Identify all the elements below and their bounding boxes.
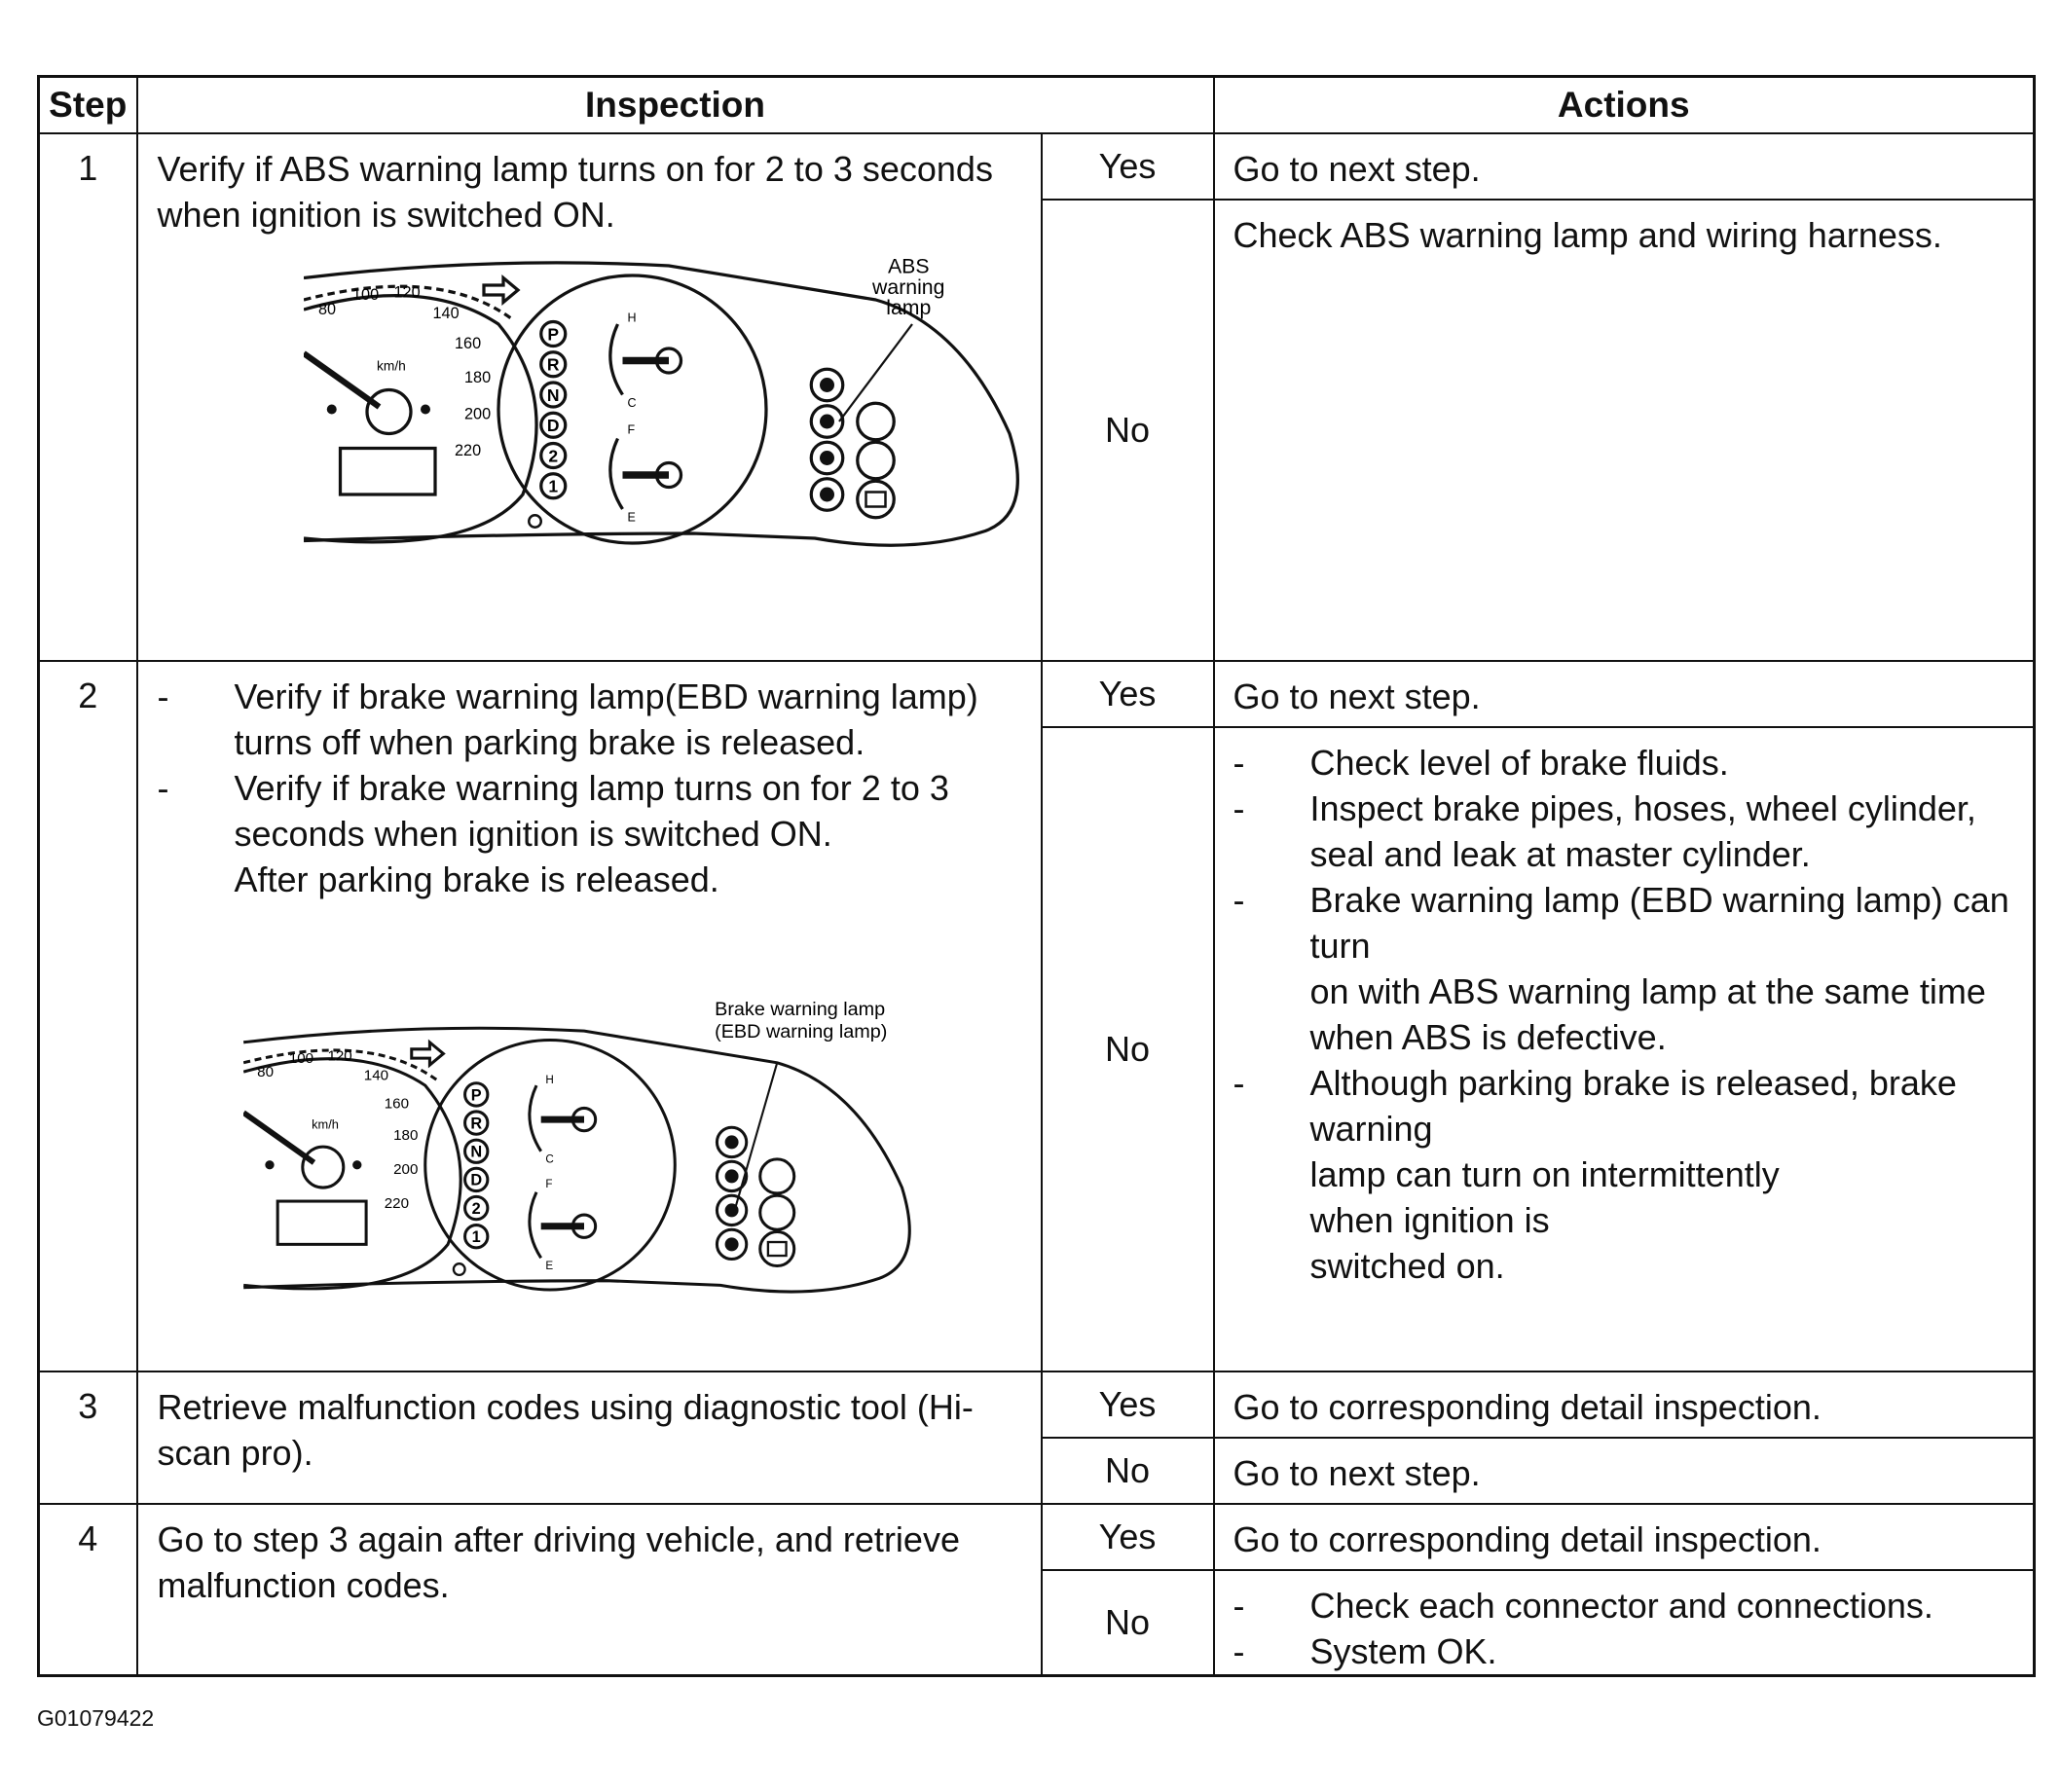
gauge-mark: E — [627, 510, 636, 525]
speedometer-dial — [243, 1059, 460, 1289]
warning-lamp-slot — [857, 442, 894, 479]
yes-label: Yes — [1042, 1504, 1214, 1570]
list-item: - Verify if brake warning lamp(EBD warning lamp) turns off when parking brake is released. — [158, 674, 1021, 765]
step-number: 1 — [39, 133, 137, 661]
indicator-dot — [453, 1263, 464, 1275]
temp-gauge-arc — [529, 1085, 540, 1152]
yes-action: Go to next step. — [1214, 661, 2035, 727]
gauge-mark: F — [544, 1178, 552, 1191]
header-row — [39, 77, 2035, 134]
no-label: No — [1042, 727, 1214, 1371]
gear-label: D — [469, 1171, 482, 1189]
battery-lamp — [865, 493, 885, 507]
line: lamp can turn on intermittently — [1309, 1154, 1780, 1194]
oil-lamp-symbol — [820, 488, 834, 502]
indicator-dot — [352, 1160, 361, 1169]
inspection-text: Verify if ABS warning lamp turns on for 2 to 3 seconds when ignition is switched ON. — [157, 149, 993, 235]
speed-tick-label: 220 — [384, 1195, 409, 1213]
image-id: G01079422 — [37, 1705, 155, 1731]
no-label: No — [1042, 1570, 1214, 1676]
speed-unit-label: km/h — [376, 358, 406, 374]
inspection-cell — [137, 661, 1042, 1371]
speedometer-hub — [367, 390, 411, 434]
list-item: - Check each connector and connections. — [1233, 1583, 2022, 1628]
step-number: 2 — [39, 661, 137, 1371]
battery-lamp — [767, 1242, 786, 1256]
line: switched on. — [1309, 1246, 1505, 1286]
speed-needle — [243, 1113, 313, 1162]
gauge-mark: C — [627, 396, 637, 410]
abs-warning-lamp-label: ABS — [887, 254, 930, 278]
indicator-dot — [421, 405, 430, 415]
speed-needle — [304, 353, 380, 407]
instrument-cluster-figure — [304, 251, 1034, 572]
seatbelt-lamp-symbol — [820, 378, 834, 392]
speed-tick-label: 120 — [326, 1047, 352, 1065]
speed-tick-label: 160 — [384, 1095, 409, 1113]
yes-action: Go to corresponding detail inspection. — [1214, 1504, 2035, 1570]
abs-warning-lamp-label: warning — [871, 274, 944, 299]
gear-label: R — [546, 354, 560, 375]
no-action: Check ABS warning lamp and wiring harness. — [1214, 200, 2035, 661]
speed-tick-label: 80 — [317, 301, 336, 318]
gear-label: N — [469, 1143, 482, 1161]
header-inspection: Inspection — [137, 77, 1214, 134]
no-actions — [1214, 727, 2035, 1371]
cluster-drawing — [304, 255, 1017, 546]
gear-label: R — [469, 1115, 482, 1133]
speed-tick-label: 180 — [463, 369, 491, 386]
yes-label: Yes — [1042, 133, 1214, 200]
inspection-cell — [137, 133, 1042, 661]
inspection-table — [37, 75, 2036, 1677]
inspection-text: Retrieve malfunction codes using diagnostic tool (Hi-scan pro). — [137, 1371, 1042, 1504]
gauge-mark: H — [544, 1073, 554, 1086]
table-row — [39, 1371, 2035, 1438]
fuel-gauge-arc — [609, 439, 622, 510]
abs-warning-lamp-label: lamp — [885, 296, 931, 319]
line: - Although parking brake is released, brake warning — [1309, 1063, 1957, 1149]
abs-lamp-symbol — [724, 1169, 738, 1183]
list-item: - Verify if brake warning lamp turns on for 2 to 3 seconds when ignition is switched ON. — [158, 765, 1021, 857]
warning-lamp-slot — [759, 1195, 793, 1229]
oil-lamp-symbol — [724, 1237, 738, 1251]
gauge-mark: H — [627, 311, 637, 325]
callout-leader — [839, 324, 912, 421]
step-number: 4 — [39, 1504, 137, 1676]
table-row — [39, 1504, 2035, 1570]
yes-action: Go to next step. — [1214, 133, 2035, 200]
callout-leader — [733, 1063, 776, 1213]
list-item — [1233, 1060, 2022, 1289]
speed-tick-label: 100 — [288, 1049, 313, 1067]
brake-warning-lamp-label: Brake warning lamp — [714, 998, 885, 1020]
line: when ignition is — [1309, 1200, 1550, 1240]
inspection-list — [158, 674, 1021, 857]
line: - Brake warning lamp (EBD warning lamp) can turn — [1309, 880, 2009, 966]
list-item: - Check level of brake fluids. — [1233, 740, 2022, 786]
no-label: No — [1042, 1438, 1214, 1504]
warning-lamp-slot — [857, 481, 894, 518]
table-row — [39, 661, 2035, 727]
speedometer-hub — [302, 1147, 343, 1188]
speed-tick-label: 160 — [454, 335, 481, 352]
yes-label: Yes — [1042, 661, 1214, 727]
turn-signal-icon — [484, 278, 518, 303]
speedometer-dial — [304, 296, 536, 542]
turn-signal-icon — [411, 1042, 443, 1065]
gauge-mark: C — [544, 1152, 554, 1166]
seatbelt-lamp-symbol — [724, 1135, 738, 1149]
table-row — [39, 133, 2035, 200]
odometer-window — [277, 1201, 366, 1244]
instrument-cluster-figure — [243, 996, 925, 1317]
speed-tick-label: 180 — [392, 1127, 418, 1145]
speed-tick-label: 120 — [393, 283, 421, 302]
line: on with ABS warning lamp at the same time when ABS is defective. — [1309, 971, 1986, 1057]
gear-label: 1 — [547, 476, 558, 496]
header-actions: Actions — [1214, 77, 2035, 134]
action-list — [1233, 740, 2022, 1289]
warning-lamp-slot — [857, 403, 894, 440]
no-actions — [1214, 1570, 2035, 1676]
warning-lamp-slot — [759, 1232, 793, 1266]
no-action: Go to next step. — [1214, 1438, 2035, 1504]
brake-lamp-symbol — [820, 451, 834, 465]
gauge-mark: F — [627, 422, 635, 437]
gear-label: P — [470, 1086, 482, 1105]
speed-tick-label: 200 — [463, 405, 491, 423]
indicator-dot — [529, 515, 541, 528]
step-number: 3 — [39, 1371, 137, 1504]
no-label: No — [1042, 200, 1214, 661]
odometer-window — [340, 449, 435, 495]
speed-unit-label: km/h — [311, 1116, 339, 1132]
list-item: - System OK. — [1233, 1628, 2022, 1674]
gear-label: D — [546, 416, 560, 435]
yes-label: Yes — [1042, 1371, 1214, 1438]
gear-label: 1 — [471, 1228, 481, 1247]
gear-label: N — [546, 384, 560, 405]
warning-lamp-slot — [759, 1159, 793, 1193]
inspection-note: After parking brake is released. — [234, 859, 719, 899]
speed-tick-label: 100 — [351, 286, 379, 304]
speed-tick-label: 200 — [392, 1161, 418, 1179]
speed-tick-label: 220 — [454, 442, 481, 459]
list-item — [1233, 877, 2022, 1060]
abs-lamp-symbol — [820, 415, 834, 429]
gauge-mark: E — [544, 1260, 553, 1273]
fuel-gauge-arc — [529, 1192, 540, 1259]
list-item: - Inspect brake pipes, hoses, wheel cylinder, seal and leak at master cylinder. — [1233, 786, 2022, 877]
gear-label: P — [546, 324, 559, 345]
header-step: Step — [39, 77, 137, 134]
action-list — [1233, 1583, 2022, 1674]
speed-tick-label: 140 — [432, 304, 460, 322]
gear-label: 2 — [471, 1199, 481, 1218]
indicator-dot — [326, 405, 336, 415]
speed-tick-label: 80 — [256, 1063, 274, 1080]
indicator-dot — [265, 1160, 274, 1169]
gear-label: 2 — [547, 446, 558, 466]
brake-warning-lamp-label: (EBD warning lamp) — [714, 1021, 887, 1043]
temp-gauge-arc — [609, 324, 622, 395]
inspection-text: Go to step 3 again after driving vehicle, and retrieve malfunction codes. — [137, 1504, 1042, 1676]
yes-action: Go to corresponding detail inspection. — [1214, 1371, 2035, 1438]
speed-tick-label: 140 — [363, 1067, 388, 1084]
cluster-drawing — [243, 999, 909, 1292]
